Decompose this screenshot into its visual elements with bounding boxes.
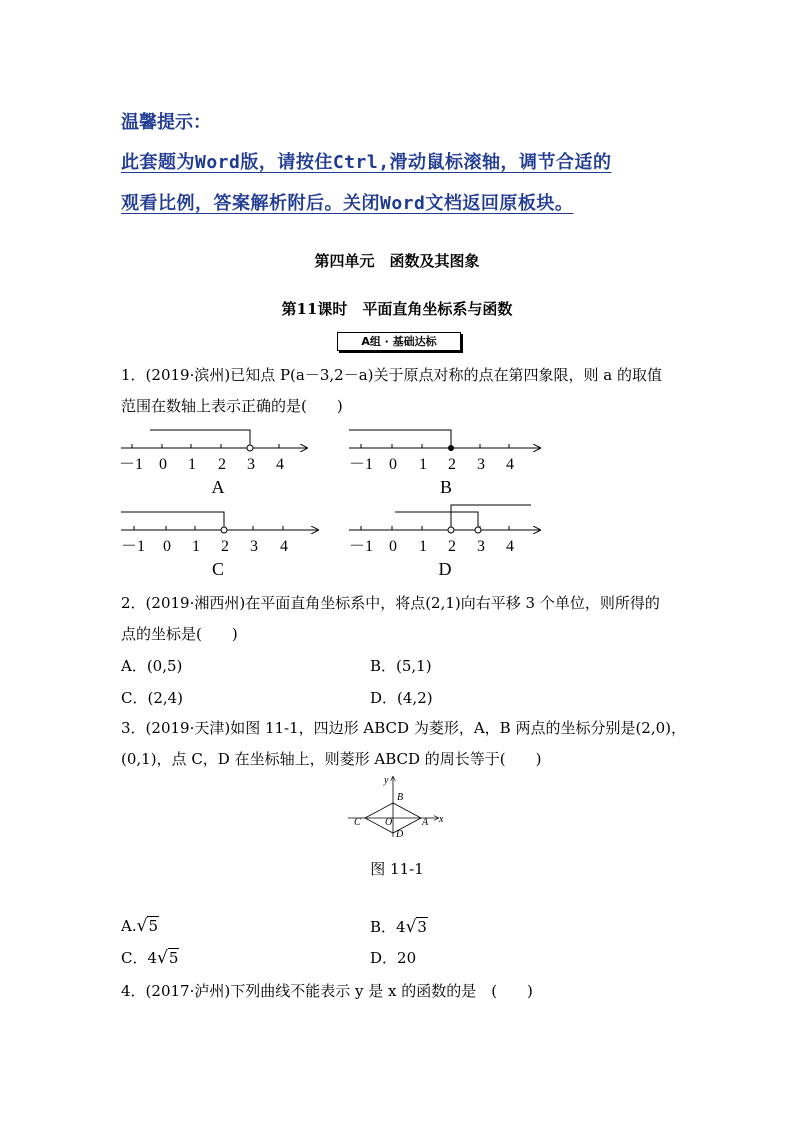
q3-option-a (121, 916, 159, 936)
label-a: A (211, 477, 225, 497)
q3-option-b-prefix: B．4 (370, 918, 406, 936)
q2-line-2: 点的坐标是( ) (121, 625, 238, 643)
tick-c-3: 3 (250, 538, 258, 555)
tick-d-neg1: －1 (348, 538, 374, 555)
fig-label-x: x (439, 814, 444, 825)
q3-option-b (370, 916, 428, 937)
tick-a-1: 1 (188, 456, 196, 473)
tick-c-neg1: －1 (120, 538, 146, 555)
q2-line-1: 2．(2019·湘西州)在平面直角坐标系中，将点(2,1)向右平移 3 个单位，则所得的 (121, 594, 660, 612)
tick-b-0: 0 (389, 456, 397, 473)
number-line-a (119, 430, 307, 497)
tick-c-4: 4 (280, 538, 288, 555)
notice-line-1: 此套题为Word版，请按住Ctrl,滑动鼠标滚轴，调节合适的 (121, 152, 612, 173)
sqrt-symbol: √ (157, 948, 168, 968)
q3-option-c-prefix: C．4 (121, 949, 158, 967)
number-line-b (349, 430, 540, 497)
q3-option-a-radicand: 5 (148, 917, 158, 935)
lesson-title: 第11课时 平面直角坐标系与函数 (281, 300, 513, 318)
tick-a-3: 3 (247, 456, 255, 473)
fig-label-c: C (354, 817, 361, 828)
q3-line-2: (0,1)，点 C，D 在坐标轴上，则菱形 ABCD 的周长等于( ) (121, 750, 542, 768)
tick-a-4: 4 (276, 456, 284, 473)
tick-d-2: 2 (448, 538, 456, 555)
q3-option-d: D．20 (370, 949, 417, 967)
tick-a-2: 2 (218, 456, 226, 473)
q2-option-c: C．(2,4) (121, 689, 184, 707)
tick-b-3: 3 (477, 456, 485, 473)
notice-title: 温馨提示： (121, 112, 211, 133)
fig-label-o: O (385, 817, 393, 828)
tick-d-4: 4 (506, 538, 514, 555)
label-c: C (211, 559, 225, 579)
q3-option-a-prefix: A. (121, 917, 137, 935)
tick-b-4: 4 (506, 456, 514, 473)
tick-a-0: 0 (159, 456, 167, 473)
q2-option-b: B．(5,1) (370, 657, 432, 675)
q1-number-lines (0, 420, 794, 585)
label-b: B (439, 477, 453, 497)
rhombus-figure (340, 773, 450, 845)
number-line-d (349, 505, 540, 579)
tick-c-2: 2 (221, 538, 229, 555)
fig-label-y: y (384, 775, 389, 786)
tick-c-1: 1 (192, 538, 200, 555)
tick-b-neg1: －1 (348, 456, 374, 473)
label-d: D (438, 559, 452, 579)
tick-b-1: 1 (419, 456, 427, 473)
sqrt-symbol: √ (405, 917, 417, 937)
tick-d-0: 0 (389, 538, 397, 555)
fig-label-a: A (422, 817, 429, 828)
figure-caption: 图 11-1 (370, 860, 424, 878)
tick-d-3: 3 (477, 538, 485, 555)
tick-b-2: 2 (448, 456, 456, 473)
unit-title: 第四单元 函数及其图象 (314, 252, 480, 270)
q1-line-2: 范围在数轴上表示正确的是( ) (121, 397, 343, 415)
q4-line-1: 4．(2017·泸州)下列曲线不能表示 y 是 x 的函数的是 ( ) (121, 982, 533, 1000)
q3-option-c (121, 947, 179, 968)
tick-d-1: 1 (419, 538, 427, 555)
q2-option-a: A．(0,5) (121, 657, 183, 675)
q3-option-c-radicand: 5 (168, 949, 179, 967)
tick-a-neg1: －1 (118, 456, 144, 473)
q3-option-b-radicand: 3 (417, 918, 427, 936)
group-badge: A组 · 基础达标 (337, 332, 461, 351)
fig-label-d: D (396, 829, 404, 840)
tick-c-0: 0 (163, 538, 171, 555)
fig-label-b: B (397, 792, 404, 803)
sqrt-symbol: √ (136, 916, 148, 936)
number-line-c (121, 512, 318, 579)
notice-line-2: 观看比例，答案解析附后。关闭Word文档返回原板块。 (121, 193, 574, 214)
q3-line-1: 3．(2019·天津)如图 11-1，四边形 ABCD 为菱形，A，B 两点的坐标分别是(2,0)， (121, 719, 687, 737)
q2-option-d: D．(4,2) (370, 689, 433, 707)
q1-line-1: 1．(2019·滨州)已知点 P(a－3,2－a)关于原点对称的点在第四象限，则 a 的取值 (121, 366, 662, 384)
